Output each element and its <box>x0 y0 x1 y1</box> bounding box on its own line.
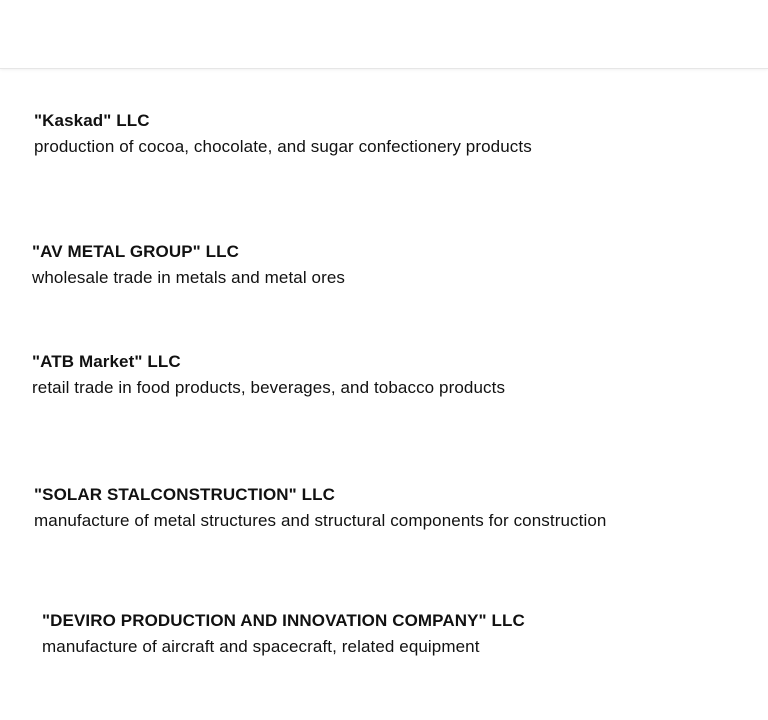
top-bar <box>0 0 768 69</box>
company-name: "ATB Market" LLC <box>32 352 181 371</box>
company-name: "DEVIRO PRODUCTION AND INNOVATION COMPANY" LLC <box>42 611 525 630</box>
company-activity: manufacture of metal structures and structural components for construction <box>34 511 607 530</box>
company-entry-solar-stalconstruction <box>34 484 606 532</box>
company-name: "Kaskad" LLC <box>34 111 150 130</box>
company-name: "SOLAR STALCONSTRUCTION" LLC <box>34 485 335 504</box>
company-entry-atb-market <box>32 351 505 399</box>
company-name: "AV METAL GROUP" LLC <box>32 242 240 261</box>
company-activity: wholesale trade in metals and metal ores <box>32 268 345 287</box>
company-activity: manufacture of aircraft and spacecraft, related equipment <box>42 637 480 656</box>
company-activity: production of cocoa, chocolate, and sugar confectionery products <box>34 137 532 156</box>
company-entry-deviro <box>42 610 525 658</box>
company-entry-av-metal-group <box>32 241 345 289</box>
company-entry-kaskad <box>34 110 532 158</box>
company-activity: retail trade in food products, beverages, and tobacco products <box>32 378 506 397</box>
